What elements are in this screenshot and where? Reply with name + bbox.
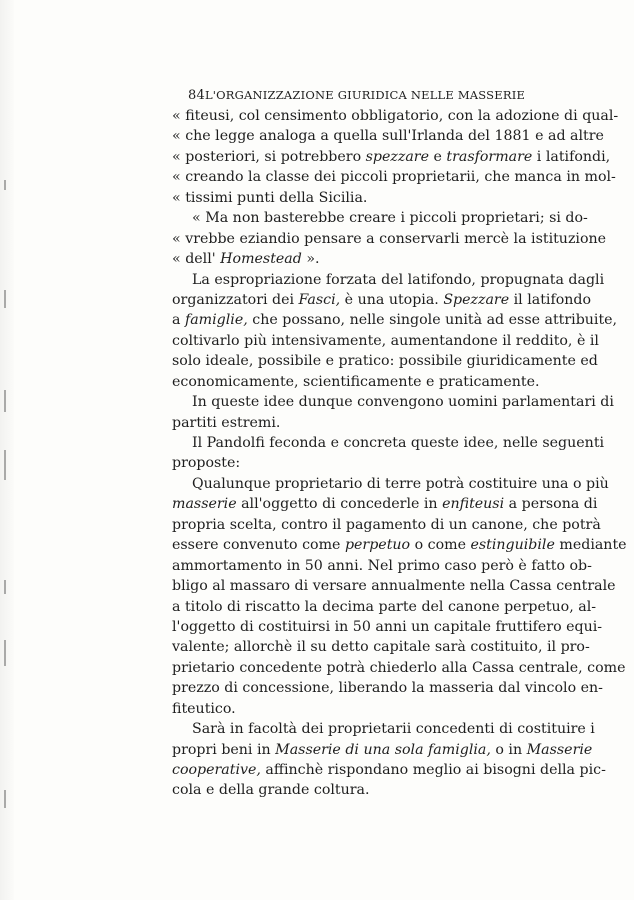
gutter-mark	[4, 180, 6, 190]
text-line: « vrebbe eziandio pensare a conservarli mercè la istituzione	[172, 230, 607, 247]
italic-term: estinguibile	[470, 537, 555, 554]
text-line: organizzatori dei Fasci, è una utopia. Spezzare il latifondo	[172, 291, 591, 308]
text-line: valente; allorchè il su detto capitale sarà costituito, il pro-	[172, 639, 590, 656]
gutter-mark	[4, 450, 6, 480]
text-line: cola e della grande coltura.	[172, 782, 370, 799]
gutter-mark	[4, 640, 6, 666]
italic-term: enfiteusi	[442, 496, 505, 513]
text-line: a titolo di riscatto la decima parte del canone perpetuo, al-	[172, 598, 597, 615]
text-line: bligo al massaro di versare annualmente nella Cassa centrale	[172, 578, 616, 595]
gutter-mark	[4, 390, 6, 412]
text-line: coltivarlo più intensivamente, aumentandone il reddito, è il	[172, 332, 599, 349]
text-line: « che legge analoga a quella sull'Irlanda del 1881 e ad altre	[172, 128, 604, 145]
italic-term: Fasci,	[298, 291, 341, 308]
text-line: l'oggetto di costituirsi in 50 anni un capitale fruttifero equi-	[172, 618, 603, 635]
italic-term: Masserie	[526, 741, 593, 758]
page-gutter	[0, 0, 14, 900]
text-line: « fiteusi, col censimento obbligatorio, con la adozione di qual-	[172, 108, 619, 124]
text-line: fiteutico.	[172, 700, 236, 717]
text-line: « tissimi punti della Sicilia.	[172, 189, 368, 206]
text-line: essere convenuto come perpetuo o come estinguibile mediante	[172, 537, 627, 554]
italic-term: famiglie,	[184, 312, 248, 329]
italic-term: trasformare	[446, 148, 533, 165]
text-line: Qualunque proprietario di terre potrà costituire una o più	[192, 475, 609, 492]
running-title: L'ORGANIZZAZIONE GIURIDICA NELLE MASSERIE	[204, 88, 526, 102]
text-line: a famiglie, che possano, nelle singole unità ad esse attribuite,	[172, 312, 618, 329]
text-line: « dell' Homestead ».	[172, 251, 320, 268]
italic-term: Spezzare	[443, 291, 510, 308]
text-line: prietario concedente potrà chiederlo alla Cassa centrale, come	[172, 659, 626, 676]
running-header	[188, 88, 526, 103]
text-line: « creando la classe dei piccoli proprietarii, che manca in mol-	[172, 169, 616, 186]
italic-term: Homestead	[220, 251, 302, 268]
text-line: cooperative, affinchè rispondano meglio ai bisogni della pic-	[172, 762, 606, 778]
italic-term: Masserie di una sola famiglia,	[275, 741, 491, 758]
text-line: propria scelta, contro il pagamento di un canone, che potrà	[172, 516, 601, 533]
text-line: « Ma non basterebbe creare i piccoli proprietari; si do-	[192, 210, 588, 227]
text-line: proposte:	[172, 455, 241, 472]
italic-term: spezzare	[365, 148, 429, 165]
gutter-mark	[4, 790, 6, 808]
text-line: masserie all'oggetto di concederle in enfiteusi a persona di	[172, 496, 598, 513]
italic-term: masserie	[172, 496, 237, 513]
italic-term: cooperative,	[172, 762, 261, 778]
text-line: propri beni in Masserie di una sola famiglia, o in Masserie	[172, 741, 593, 758]
text-line: partiti estremi.	[172, 414, 281, 431]
text-line: prezzo di concessione, liberando la masseria dal vincolo en-	[172, 680, 603, 697]
text-line: « posteriori, si potrebbero spezzare e trasformare i latifondi,	[172, 148, 611, 165]
text-line: solo ideale, possibile e pratico: possibile giuridicamente ed	[172, 353, 598, 370]
text-line: In queste idee dunque convengono uomini parlamentari di	[192, 394, 614, 411]
text-line: La espropriazione forzata del latifondo, propugnata dagli	[192, 271, 605, 288]
text-line: ammortamento in 50 anni. Nel primo caso però è fatto ob-	[172, 557, 592, 574]
text-line: Sarà in facoltà dei proprietarii concedenti di costituire i	[192, 721, 595, 738]
page-body	[172, 106, 627, 801]
text-line: Il Pandolfi feconda e concreta queste idee, nelle seguenti	[192, 435, 605, 451]
gutter-mark	[4, 580, 6, 594]
page-number: 84	[188, 88, 205, 103]
italic-term: perpetuo	[344, 537, 411, 554]
gutter-mark	[4, 290, 6, 308]
text-line: economicamente, scientificamente e praticamente.	[172, 373, 540, 390]
